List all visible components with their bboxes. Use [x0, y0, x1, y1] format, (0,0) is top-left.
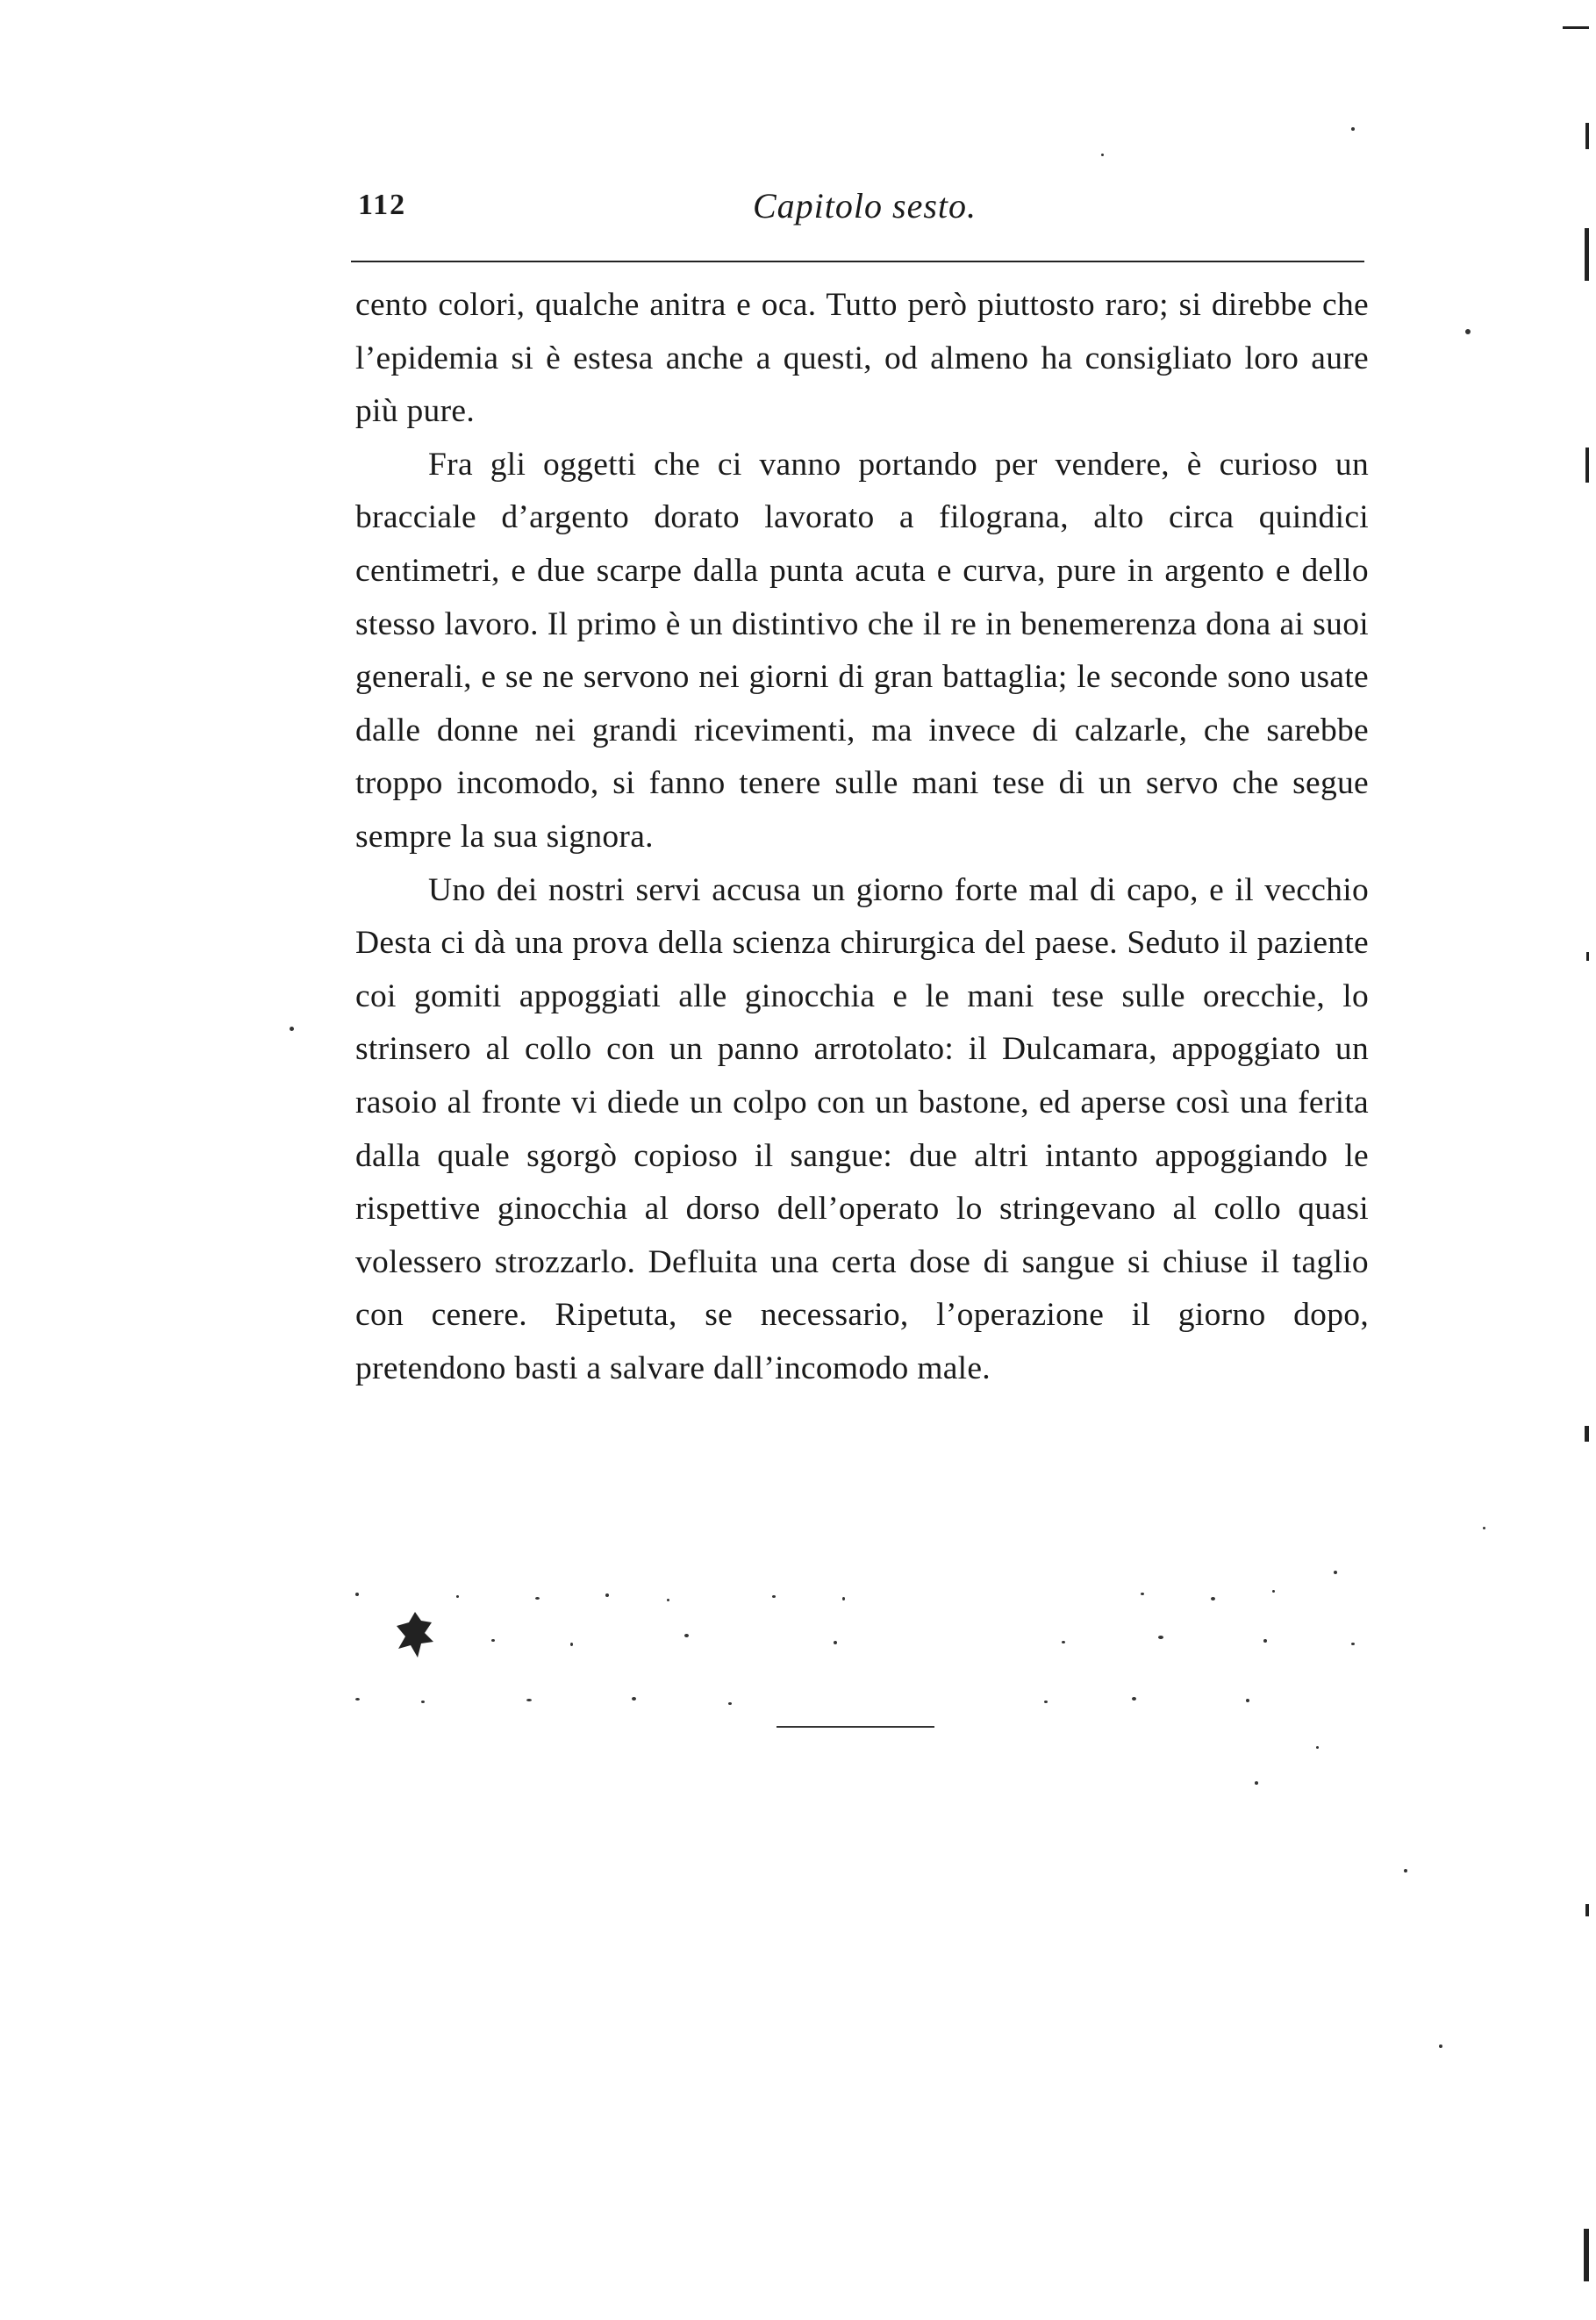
- page-number: 112: [358, 189, 407, 221]
- footer-rule: [777, 1726, 934, 1728]
- running-header: [358, 186, 1367, 241]
- scan-edge-marks: [1561, 0, 1596, 2320]
- running-title: Capitolo sesto.: [753, 186, 977, 226]
- paragraph: Uno dei nostri servi accusa un giorno forte mal di capo, e il vecchio Desta ci dà una prova della scienza chirurgica del paese. Seduto il paziente coi gomiti appoggiati alle ginocchia e le mani tese sulle orecchie, lo strinsero al collo con un panno arrotolato: il Dulcamara, appoggiato un rasoio al fronte vi diede un colpo con un bastone, ed aperse così una ferita dalla quale sgorgò copioso il sangue: due altri intanto appoggiando le rispettive ginocchia al dorso dell’operato lo stringevano al collo quasi volessero strozzarlo. Defluita una certa dose di sangue si chiuse il taglio con cenere. Ripetuta, se necessario, l’operazione il giorno dopo, pretendono basti a salvare dall’incomodo male.: [355, 871, 1369, 1386]
- body-text: [355, 279, 1369, 1395]
- header-rule: [351, 261, 1364, 262]
- paragraph: cento colori, qualche anitra e oca. Tutto però piuttosto raro; si direbbe che l’epidemia si è estesa anche a questi, od almeno ha consigliato loro aure più pure.: [355, 287, 1369, 430]
- ink-blot: [395, 1610, 435, 1659]
- paragraph: Fra gli oggetti che ci vanno portando per vendere, è curioso un bracciale d’argento dorato lavorato a filograna, alto circa quindici centimetri, e due scarpe dalla punta acuta e curva, pure in argento e dello stesso lavoro. Il primo è un distintivo che il re in benemerenza dona ai suoi generali, e se ne servono nei giorni di gran battaglia; le seconde sono usate dalle donne nei grandi ricevimenti, ma invece di calzarle, che sarebbe troppo incomodo, si fanno tenere sulle mani tese di un servo che segue sempre la sua signora.: [355, 446, 1369, 855]
